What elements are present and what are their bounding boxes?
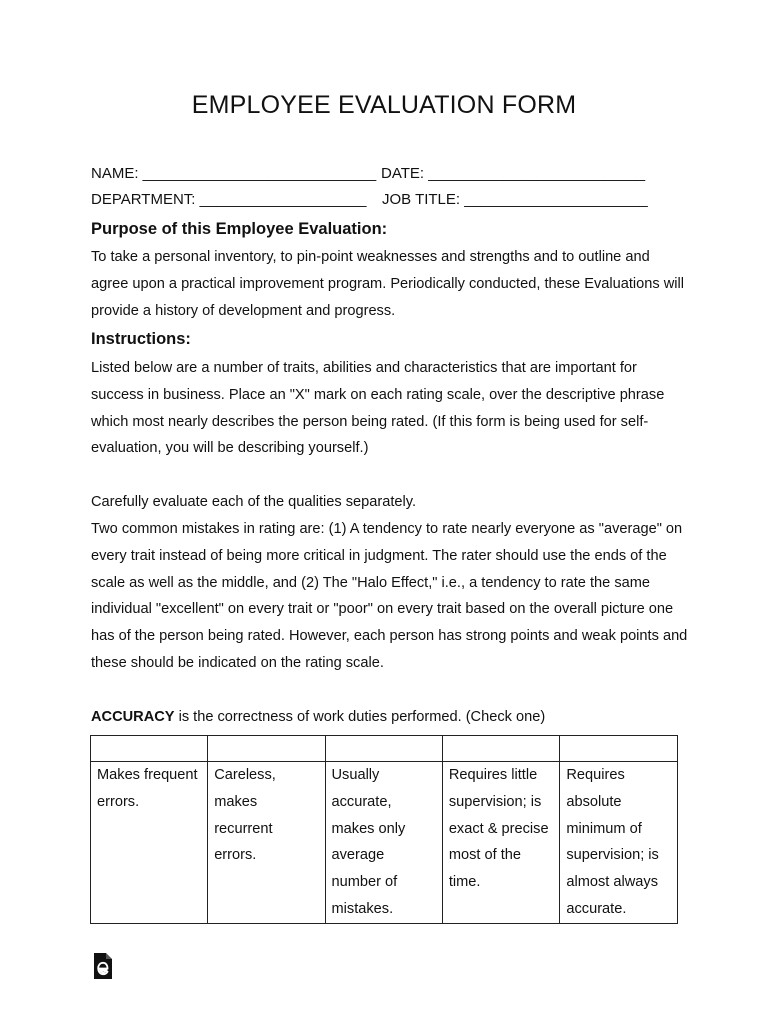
rating-check-cell-5[interactable] [560, 736, 678, 762]
accuracy-prompt [91, 704, 691, 731]
rating-description-cell-3 [325, 762, 442, 924]
instructions-heading: Instructions: [91, 330, 191, 348]
rating-description-cell-1 [91, 762, 208, 924]
job-title-field[interactable]: JOB TITLE: ______________________ [382, 191, 648, 208]
purpose-text: To take a personal inventory, to pin-point weaknesses and strengths and to outline and agree upon a practical improvement program. Periodically conducted, these Evaluations will provide a history of development and progress. [91, 249, 684, 319]
description-row [91, 762, 678, 924]
rating-check-cell-4[interactable] [442, 736, 560, 762]
accuracy-description: is the correctness of work duties performed. (Check one) [174, 709, 546, 725]
rating-description-cell-5 [560, 762, 678, 924]
date-field[interactable]: DATE: __________________________ [381, 165, 646, 182]
rating-description-cell-4 [442, 762, 560, 924]
rating-option-4: Requires little supervision; is exact & precise most of the time. [448, 767, 549, 891]
instructions-text: Listed below are a number of traits, abilities and characteristics that are important for success in business. Place an "X" mark on each rating scale, over the descriptive phrase which most nearly describes the person being rated. (If this form is being used for self-evaluation, you will be describing yourself.) [91, 360, 665, 457]
rating-option-5: Requires absolute minimum of supervision; is almost always accurate. [566, 767, 659, 917]
rating-description-cell-2 [208, 762, 325, 924]
rating-option-2: Careless, makes recurrent errors. [214, 767, 276, 864]
rating-check-cell-1[interactable] [91, 736, 208, 762]
rating-option-1: Makes frequent errors. [97, 767, 198, 810]
accuracy-label: ACCURACY [91, 709, 175, 725]
purpose-heading: Purpose of this Employee Evaluation: [91, 220, 388, 238]
name-field[interactable]: NAME: ____________________________ [91, 165, 377, 182]
instructions-careful-text: Carefully evaluate each of the qualities separately. [91, 494, 417, 510]
document-e-icon [92, 952, 114, 980]
accuracy-rating-table [90, 735, 678, 924]
instructions-mistakes-text: Two common mistakes in rating are: (1) A tendency to rate nearly everyone as "average" on every trait instead of being more critical in judgment. The rater should use the ends of the scale as well as the middle, and (2) The "Halo Effect," i.e., a tendency to rate the same individual "excellent" on every trait or "poor" on every trait based on the overall picture one has of the person being rated. However, each person has strong points and weak points and these should be indicated on the rating scale. [91, 521, 688, 671]
form-title: EMPLOYEE EVALUATION FORM [191, 91, 577, 119]
rating-check-cell-3[interactable] [325, 736, 442, 762]
department-field[interactable]: DEPARTMENT: ____________________ [91, 191, 367, 208]
rating-option-3: Usually accurate, makes only average number of mistakes. [331, 767, 406, 917]
checkbox-row [91, 736, 678, 762]
rating-check-cell-2[interactable] [208, 736, 325, 762]
